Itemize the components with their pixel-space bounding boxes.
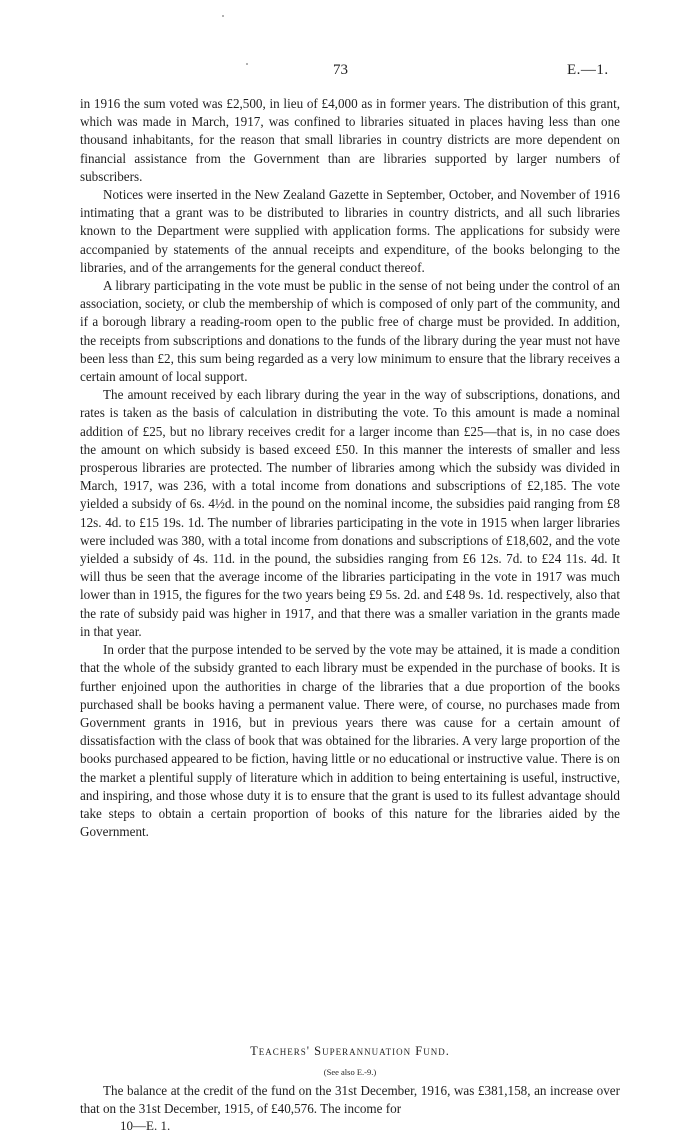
section-text — [80, 1082, 620, 1118]
scan-speck — [246, 63, 248, 65]
paragraph: The balance at the credit of the fund on the 31st December, 1916, was £381,158, an increase over that on the 31st December, 1915, of £40,576. The income for — [80, 1083, 620, 1117]
section-heading: Teachers' Superannuation Fund. — [250, 1044, 450, 1058]
body-text — [80, 95, 620, 841]
paragraph: A library participating in the vote must be public in the sense of not being under the control of an association, society, or club the membership of which is composed of only part of the community, and if a borough library a reading-room open to the public free of charge must be provided. In addition, the receipts from subscriptions and donations to the funds of the library during the year must not have been less than £2, this sum being regarded as a very low minimum to ensure that the library receives a certain amount of local support. — [80, 278, 620, 385]
paragraph: Notices were inserted in the New Zealand Gazette in September, October, and November of 1916 intimating that a grant was to be distributed to libraries in country districts, and all such libraries known to the Department were supplied with application forms. The applications for subsidy were accompanied by statements of the annual receipts and expenditure, of the books belonging to the libraries, and of the arrangements for the general conduct thereof. — [80, 187, 620, 275]
document-reference: E.—1. — [567, 62, 609, 78]
paragraph: The amount received by each library during the year in the way of subscriptions, donations, and rates is taken as the basis of calculation in distributing the vote. To this amount is made a nominal addition of £25, but no library receives credit for a larger income than £25—that is, in no case does the amount on which subsidy is based exceed £50. In this manner the interests of smaller and less prosperous libraries are protected. The number of libraries among which the subsidy was divided in March, 1917, was 236, with a total income from donations and subscriptions of £2,185. The vote yielded a subsidy of 6s. 4½d. in the pound on the nominal income, the subsidies paid ranging from £8 12s. 4d. to £15 19s. 1d. The number of libraries participating in the vote in 1915 when larger libraries were included was 380, with a total income from donations and subscriptions of £18,602, and the vote yielded a subsidy of 4s. 11d. in the pound, the subsidies ranging from £6 12s. 7d. to £24 11s. 4d. It will thus be seen that the average income of the libraries participating in the vote in 1917 was much lower than in 1915, the figures for the two years being £9 5s. 2d. and £48 9s. 1d. respectively, also that the rate of subsidy paid was higher in 1917, and that there was a smaller variation in the grants made in that year. — [80, 387, 620, 639]
page-number: 73 — [333, 62, 348, 78]
paragraph: in 1916 the sum voted was £2,500, in lieu of £4,000 as in former years. The distribution of this grant, which was made in March, 1917, was confined to libraries situated in places having less than one thousand inhabitants, for the reason that small libraries in country districts are more dependent on financial assistance from the Government than are libraries supported by larger numbers of subscribers. — [80, 96, 620, 184]
scan-speck — [222, 15, 224, 17]
paragraph: In order that the purpose intended to be served by the vote may be attained, it is made a condition that the whole of the subsidy granted to each library must be expended in the purchase of books. It is further enjoined upon the authorities in charge of the libraries that a due proportion of the books purchased shall be books having a permanent value. There were, of course, no purchases made from Government grants in 1916, but in previous years there was cause for a certain amount of dissatisfaction with the class of book that was obtained for the libraries. A very large proportion of the books purchased appeared to be fiction, having little or no educational or instructive value. There is on the market a plentiful supply of literature which in addition to being entertaining is useful, instructive, and inspiring, and those whose duty it is to ensure that the grant is used to its fullest advantage should take steps to obtain a certain proportion of books of this nature for the libraries aided by the Government. — [80, 642, 620, 840]
section-cross-reference: (See also E.-9.) — [323, 1067, 377, 1077]
footer-signature: 10—E. 1. — [120, 1118, 171, 1133]
